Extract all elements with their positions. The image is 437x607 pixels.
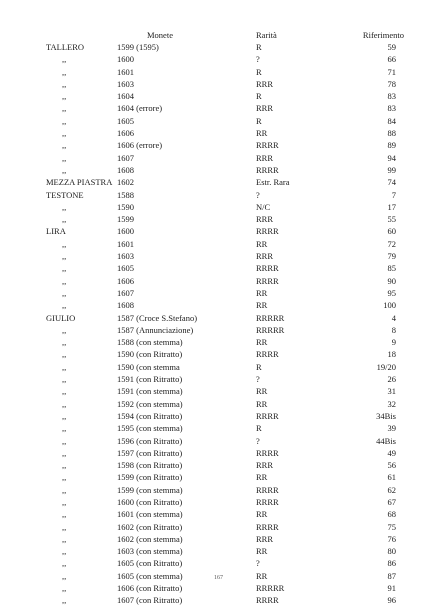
table-header [0,30,437,41]
reference-number: 74 [387,177,396,188]
table-row [0,53,437,65]
rarity-value: ? [256,374,260,385]
table-row [0,164,437,176]
coin-type: ,, [62,595,67,606]
rarity-value: RR [256,128,268,139]
coin-type: ,, [62,324,67,335]
coin-description: 1608 [117,164,134,175]
rarity-value: RR [256,386,268,397]
reference-number: 59 [387,42,396,52]
coin-type: ,, [62,558,67,569]
table-row [0,201,437,213]
rarity-value: RRR [256,103,274,114]
table-row [0,594,437,606]
rarity-value: RRRRR [256,583,285,594]
coin-description: 1598 (con Ritratto) [117,460,183,471]
coin-type: ,, [62,546,67,557]
coin-description: 1603 [117,251,134,262]
coin-description: 1604 [117,91,134,102]
table-row [0,78,437,90]
coin-type: ,, [62,263,67,274]
table-row [0,533,437,545]
table-row [0,312,437,324]
coin-type: ,, [62,275,67,286]
rarity-value: R [256,115,262,126]
table-row [0,582,437,594]
coin-description: 1602 (con stemma) [117,533,183,544]
reference-number: 76 [387,533,396,544]
reference-number: 89 [387,140,396,151]
table-row [0,348,437,360]
coin-type: ,, [62,78,67,89]
coin-description: 1607 [117,287,134,298]
coin-type: ,, [62,472,67,483]
reference-number: 78 [387,78,396,89]
reference-number: 62 [387,484,396,495]
reference-number: 26 [387,374,396,385]
reference-number: 84 [387,115,396,126]
rarity-value: RR [256,398,268,409]
table-row [0,373,437,385]
coin-type: ,, [62,410,67,421]
rarity-value: RR [256,570,268,581]
coin-description: 1599 (1595) [117,42,159,52]
coin-type: ,, [62,66,67,77]
rarity-value: RR [256,287,268,298]
reference-number: 31 [387,386,396,397]
reference-number: 96 [387,595,396,606]
reference-number: 18 [387,349,396,360]
table-row [0,225,437,237]
reference-number: 67 [387,496,396,507]
table-row [0,66,437,78]
table-row [0,139,437,151]
coin-description: 1607 (con Ritratto) [117,595,183,606]
table-row [0,385,437,397]
table-row [0,262,437,274]
rarity-value: RRRR [256,521,279,532]
reference-number: 39 [387,423,396,434]
coin-type: ,, [62,361,67,372]
reference-number: 55 [387,214,396,225]
coin-description: 1600 [117,226,134,237]
header-monete: Monete [147,30,173,40]
rarity-value: ? [256,54,260,65]
coin-type: ,, [62,300,67,311]
rarity-value: RRR [256,152,274,163]
coin-type: ,, [62,570,67,581]
coin-type: ,, [62,496,67,507]
table-row [0,447,437,459]
reference-number: 17 [387,201,396,212]
coin-type: MEZZA PIASTRA [46,177,113,188]
coin-description: 1596 (con Ritratto) [117,435,183,446]
coin-description: 1600 (con Ritratto) [117,496,183,507]
table-row [0,287,437,299]
reference-number: 72 [387,238,396,249]
coin-type: ,, [62,533,67,544]
coin-description: 1602 (con Ritratto) [117,521,183,532]
coin-description: 1590 (con stemma [117,361,180,372]
rarity-value: RRR [256,460,274,471]
reference-number: 44Bis [376,435,396,446]
rarity-value: RRR [256,214,274,225]
rarity-value: RRRR [256,496,279,507]
coin-type: ,, [62,583,67,594]
coin-type: ,, [62,115,67,126]
coin-type: ,, [62,103,67,114]
reference-number: 56 [387,460,396,471]
reference-number: 61 [387,472,396,483]
reference-number: 4 [391,312,396,323]
table-row [0,152,437,164]
table-row [0,41,437,53]
rarity-value: RRR [256,533,274,544]
table-row [0,102,437,114]
coin-type: ,, [62,54,67,65]
rarity-value: R [256,423,262,434]
table-row [0,422,437,434]
coin-type: ,, [62,152,67,163]
coin-type: GIULIO [46,312,76,323]
coin-description: 1591 (con Ritratto) [117,374,183,385]
table-row [0,336,437,348]
rarity-value: RRRR [256,484,279,495]
rarity-value: RRRR [256,275,279,286]
table-row [0,238,437,250]
reference-number: 66 [387,54,396,65]
rarity-value: R [256,66,262,77]
rarity-value: RR [256,472,268,483]
rarity-value: RRRRR [256,324,285,335]
reference-number: 99 [387,164,396,175]
coin-description: 1587 (Croce S.Stefano) [117,312,198,323]
table-row [0,557,437,569]
coin-type: ,, [62,349,67,360]
table-row [0,213,437,225]
coin-description: 1606 (con Ritratto) [117,583,183,594]
rarity-value: RRRR [256,263,279,274]
coin-type: ,, [62,251,67,262]
reference-number: 79 [387,251,396,262]
reference-number: 100 [383,300,396,311]
table-row [0,459,437,471]
coin-description: 1600 [117,54,134,65]
reference-number: 91 [387,583,396,594]
table-row [0,275,437,287]
reference-number: 87 [387,570,396,581]
rarity-value: RR [256,546,268,557]
rarity-value: RRR [256,251,274,262]
rarity-value: RRRRR [256,312,285,323]
coin-description: 1603 (con stemma) [117,546,183,557]
rarity-value: RRRR [256,140,279,151]
coin-description: 1601 [117,66,134,77]
rarity-value: RR [256,337,268,348]
coin-description: 1605 [117,115,134,126]
coin-description: 1592 (con stemma) [117,398,183,409]
reference-number: 83 [387,103,396,114]
coin-type: ,, [62,201,67,212]
header-rarita: Rarità [256,30,277,40]
coin-type: TESTONE [46,189,84,200]
rarity-value: RRRR [256,410,279,421]
reference-number: 9 [391,337,396,348]
coin-description: 1606 (errore) [117,140,163,151]
coin-type: ,, [62,521,67,532]
coin-type: ,, [62,164,67,175]
rarity-value: RRRR [256,164,279,175]
coin-description: 1605 [117,263,134,274]
coin-type: ,, [62,287,67,298]
rarity-value: R [256,361,262,372]
rarity-value: RRRR [256,226,279,237]
table-row [0,471,437,483]
reference-number: 34Bis [376,410,396,421]
coin-description: 1590 [117,201,134,212]
reference-number: 71 [387,66,396,77]
coin-description: 1599 (con Ritratto) [117,472,183,483]
coin-type: ,, [62,386,67,397]
coin-description: 1599 (con stemma) [117,484,183,495]
reference-number: 80 [387,546,396,557]
table-row [0,435,437,447]
reference-number: 90 [387,275,396,286]
coin-type: ,, [62,423,67,434]
coin-type: ,, [62,447,67,458]
reference-number: 49 [387,447,396,458]
coin-type: ,, [62,484,67,495]
rarity-value: RRRR [256,447,279,458]
coin-description: 1607 [117,152,134,163]
coin-type: LIRA [46,226,66,237]
coin-type: ,, [62,128,67,139]
table-row [0,410,437,422]
rarity-value: RRR [256,78,274,89]
coin-type: ,, [62,91,67,102]
coin-description: 1587 (Annunciazione) [117,324,194,335]
coin-description: 1606 [117,275,134,286]
table-row [0,545,437,557]
coin-description: 1597 (con Ritratto) [117,447,183,458]
coin-description: 1601 [117,238,134,249]
rarity-value: RR [256,300,268,311]
coin-type: ,, [62,337,67,348]
coin-description: 1608 [117,300,134,311]
page-number: 167 [214,575,223,581]
reference-number: 88 [387,128,396,139]
table-row [0,115,437,127]
rarity-value: RR [256,509,268,520]
table-row [0,508,437,520]
coin-description: 1591 (con stemma) [117,386,183,397]
coin-description: 1599 [117,214,134,225]
header-riferimento: Riferimento [362,30,404,40]
reference-number: 83 [387,91,396,102]
reference-number: 95 [387,287,396,298]
coin-description: 1594 (con Ritratto) [117,410,183,421]
reference-number: 32 [387,398,396,409]
reference-number: 7 [391,189,396,200]
coin-type: ,, [62,140,67,151]
rarity-value: ? [256,435,260,446]
rarity-value: Estr. Rara [256,177,290,188]
reference-number: 86 [387,558,396,569]
table-row [0,324,437,336]
table-row [0,484,437,496]
table-row [0,521,437,533]
coin-table [0,41,437,607]
table-row [0,127,437,139]
coin-description: 1604 (errore) [117,103,163,114]
reference-number: 8 [391,324,396,335]
table-row [0,90,437,102]
reference-number: 60 [387,226,396,237]
rarity-value: ? [256,189,260,200]
coin-description: 1601 (con stemma) [117,509,183,520]
coin-type: ,, [62,509,67,520]
rarity-value: RRRR [256,349,279,360]
rarity-value: R [256,42,262,52]
table-row [0,189,437,201]
coin-description: 1605 (con Ritratto) [117,558,183,569]
coin-type: ,, [62,214,67,225]
table-row [0,299,437,311]
coin-description: 1603 [117,78,134,89]
coin-description: 1605 (con stemma) [117,570,183,581]
rarity-value: R [256,91,262,102]
rarity-value: RR [256,238,268,249]
rarity-value: ? [256,558,260,569]
coin-type: ,, [62,460,67,471]
table-row [0,250,437,262]
reference-number: 94 [387,152,396,163]
rarity-value: RRRR [256,595,279,606]
coin-description: 1602 [117,177,134,188]
reference-number: 75 [387,521,396,532]
coin-description: 1606 [117,128,134,139]
coin-description: 1588 (con stemma) [117,337,183,348]
table-row [0,398,437,410]
rarity-value: N/C [256,201,271,212]
coin-description: 1590 (con Ritratto) [117,349,183,360]
reference-number: 19/20 [376,361,396,372]
coin-description: 1595 (con stemma) [117,423,183,434]
coin-type: ,, [62,238,67,249]
coin-type: ,, [62,374,67,385]
coin-type: ,, [62,398,67,409]
coin-type: TALLERO [46,42,85,52]
reference-number: 85 [387,263,396,274]
coin-type: ,, [62,435,67,446]
reference-number: 68 [387,509,396,520]
coin-description: 1588 [117,189,134,200]
table-row [0,361,437,373]
table-row [0,176,437,188]
table-row [0,496,437,508]
